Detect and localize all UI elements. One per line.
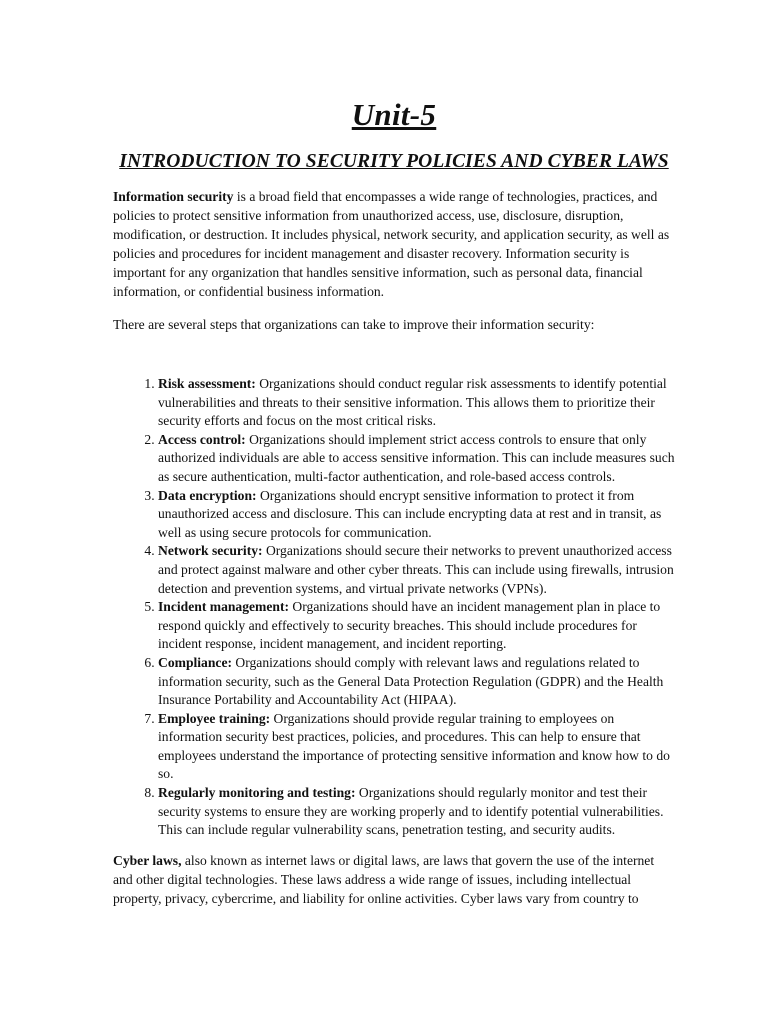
step-text: Organizations should provide regular training to employees on information security best practices, policies, and procedures. This can help to ensure that employees understand the importance of protecting sensitive information and know how to do so. [158,710,670,782]
step-text: Organizations should regularly monitor and test their security systems to ensure they are working properly and to identify potential vulnerabilities. This can include regular vulnerability scans, penetration testing, and security audits. [158,785,664,838]
step-term: Employee training: [158,710,271,726]
steps-list [113,375,675,840]
step-text: Organizations should encrypt sensitive information to protect it from unauthorized access and disclosure. This can include encrypting data at rest and in transit, as well as using secure protocols for communication. [158,487,662,540]
step-term: Network security: [158,543,263,559]
step-term: Risk assessment: [158,376,256,391]
unit-title: Unit-5 [351,97,437,132]
step-text: Organizations should implement strict access controls to ensure that only authorized individuals are able to access sensitive information. This can include measures such as secure authentication, multi-factor authentication, and role-based access controls. [158,431,675,484]
intro-text: is a broad field that encompasses a wide range of technologies, practices, and policies to protect sensitive information from unauthorized access, use, disclosure, disruption, modification, or destruction. It includes physical, network security, and application security, as well as policies and procedures for incident management and disaster recovery. Information security is important for any organization that handles sensitive information, such as personal data, financial information, or confidential business information. [113,189,670,299]
step-term: Data encryption: [158,487,257,503]
list-item [158,654,675,710]
cyber-laws-text: also known as internet laws or digital laws, are laws that govern the use of the internet and other digital technologies. These laws address a wide range of issues, including intellectual property, privacy, cybercrime, and liability for online activities. Cyber laws vary from country to [113,852,655,906]
intro-term: Information security [113,189,234,204]
step-term: Access control: [158,431,246,447]
step-text: Organizations should secure their networks to prevent unauthorized access and protect against malware and other cyber threats. This can include using firewalls, intrusion detection and prevention systems, and virtual private networks (VPNs). [158,543,674,596]
cyber-laws-term: Cyber laws, [113,852,182,868]
step-text: Organizations should conduct regular risk assessments to identify potential vulnerabilities and threats to their sensitive information. This allows them to prioritize their security efforts and focus on the most critical risks. [158,376,667,429]
list-item [158,431,675,487]
list-item [158,487,675,543]
cyber-laws-paragraph [113,851,675,908]
intro-paragraph [113,187,675,301]
step-term: Regularly monitoring and testing: [158,785,356,801]
list-item [158,710,675,784]
list-item [158,375,675,431]
list-item [158,598,675,654]
step-text: Organizations should comply with relevant laws and regulations related to information security, such as the General Data Protection Regulation (GDPR) and the Health Insurance Portability and Accountability Act (HIPAA). [158,654,664,708]
step-text: Organizations should have an incident management plan in place to respond quickly and effectively to security breaches. This should include procedures for incident response, incident management, and incident reporting. [158,599,661,652]
step-term: Incident management: [158,599,290,615]
list-item [158,784,675,840]
list-item [158,542,675,598]
step-term: Compliance: [158,654,233,670]
steps-intro: There are several steps that organizations can take to improve their information security: [113,317,595,332]
section-title: INTRODUCTION TO SECURITY POLICIES AND CYBER LAWS [119,151,669,172]
document-page [113,96,675,908]
